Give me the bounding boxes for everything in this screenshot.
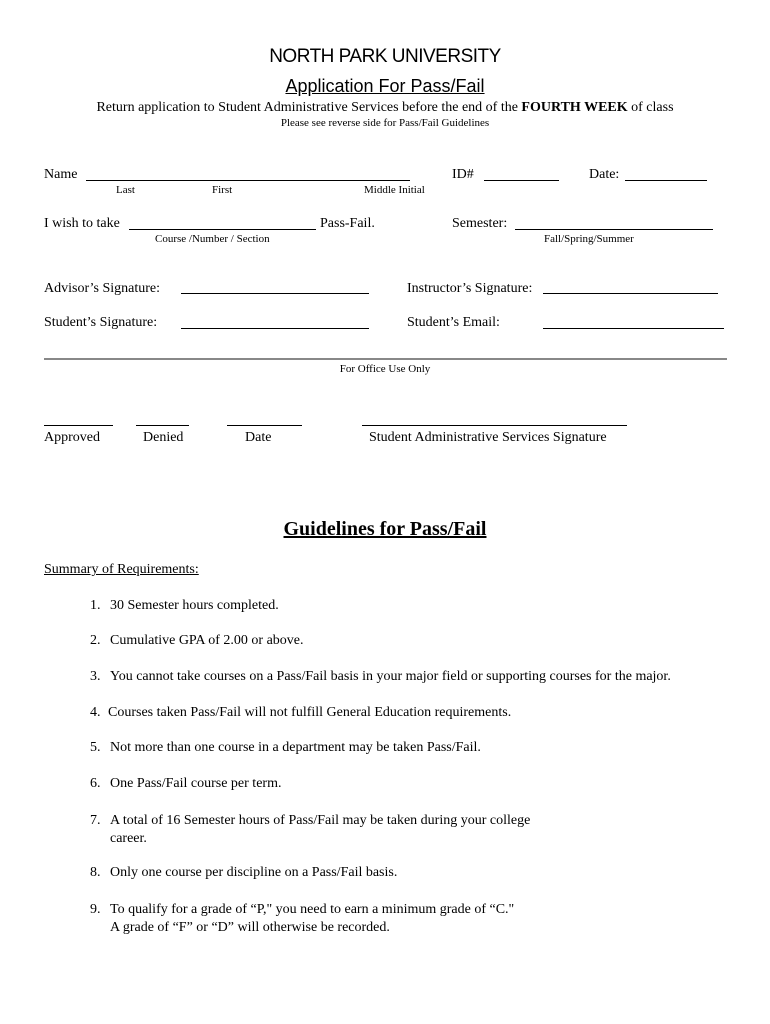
date-field[interactable] [625, 180, 707, 181]
passfail-label: Pass-Fail. [320, 216, 375, 231]
logo-text: NORTH PARK UNIVERSITY [269, 46, 501, 67]
course-field[interactable] [129, 229, 316, 230]
list-item [90, 705, 511, 721]
list-item [90, 633, 304, 649]
list-item [90, 740, 481, 756]
semester-label: Semester: [452, 216, 508, 231]
semester-sublabel: Fall/Spring/Summer [544, 233, 634, 245]
sas-signature-field[interactable] [362, 425, 627, 426]
student-signature-label: Student’s Signature: [44, 315, 158, 330]
item-number: 1. [90, 598, 101, 613]
office-use-heading: For Office Use Only [339, 363, 431, 375]
sas-signature-label: Student Administrative Services Signature [369, 430, 607, 445]
approved-field[interactable] [44, 425, 113, 426]
item-text: A total of 16 Semester hours of Pass/Fail may be taken during your college [110, 813, 531, 828]
summary-heading: Summary of Requirements: [44, 562, 199, 577]
item-text: Not more than one course in a department may be taken Pass/Fail. [110, 740, 481, 755]
list-item [90, 865, 397, 881]
item-text-continued: A grade of “F” or “D” will otherwise be recorded. [110, 920, 390, 935]
name-label: Name [44, 167, 78, 182]
section-divider [44, 358, 727, 360]
item-number: 5. [90, 740, 101, 755]
item-text: To qualify for a grade of “P," you need to earn a minimum grade of “C." [110, 902, 515, 917]
guidelines-title: Guidelines for Pass/Fail [283, 518, 487, 540]
id-label: ID# [452, 167, 474, 182]
denied-field[interactable] [136, 425, 189, 426]
first-sublabel: First [212, 184, 233, 196]
instruction-prefix: Return application to Student Administrative Services before the end of the [96, 100, 518, 115]
item-number: 9. [90, 902, 101, 917]
course-sublabel: Course /Number / Section [155, 233, 270, 245]
item-text: Courses taken Pass/Fail will not fulfill General Education requirements. [108, 705, 512, 720]
university-logo [0, 46, 770, 68]
advisor-signature-label: Advisor’s Signature: [44, 281, 161, 296]
item-text: 30 Semester hours completed. [110, 598, 279, 613]
wish-label: I wish to take [44, 216, 120, 231]
semester-field[interactable] [515, 229, 713, 230]
student-email-field[interactable] [543, 328, 724, 329]
id-field[interactable] [484, 180, 559, 181]
last-sublabel: Last [116, 184, 135, 196]
list-item [90, 812, 530, 848]
list-item [90, 669, 671, 685]
name-field[interactable] [86, 180, 410, 181]
instructor-signature-field[interactable] [543, 293, 718, 294]
approved-label: Approved [44, 430, 100, 445]
item-number: 2. [90, 633, 101, 648]
list-item [90, 901, 514, 937]
date-label: Date: [589, 167, 620, 182]
student-email-label: Student’s Email: [407, 315, 500, 330]
item-number: 3. [90, 669, 101, 684]
item-number: 7. [90, 813, 101, 828]
list-item [90, 598, 279, 614]
office-date-label: Date [245, 430, 272, 445]
item-text: Only one course per discipline on a Pass/Fail basis. [110, 865, 398, 880]
item-text: One Pass/Fail course per term. [110, 776, 282, 791]
instruction-bold: FOURTH WEEK [521, 100, 628, 115]
item-text-continued: career. [110, 831, 147, 846]
reverse-note: Please see reverse side for Pass/Fail Guidelines [280, 117, 490, 129]
list-item [90, 776, 281, 792]
item-text: You cannot take courses on a Pass/Fail basis in your major field or supporting courses for the major. [110, 669, 671, 684]
denied-label: Denied [143, 430, 184, 445]
item-text: Cumulative GPA of 2.00 or above. [110, 633, 304, 648]
form-title: Application For Pass/Fail [285, 76, 485, 96]
item-number: 4. [90, 705, 101, 720]
instruction-suffix: of class [631, 100, 674, 115]
advisor-signature-field[interactable] [181, 293, 369, 294]
middle-initial-sublabel: Middle Initial [364, 184, 425, 196]
item-number: 8. [90, 865, 101, 880]
student-signature-field[interactable] [181, 328, 369, 329]
item-number: 6. [90, 776, 101, 791]
office-date-field[interactable] [227, 425, 302, 426]
instruction-line [0, 100, 770, 116]
instructor-signature-label: Instructor’s Signature: [407, 281, 533, 296]
